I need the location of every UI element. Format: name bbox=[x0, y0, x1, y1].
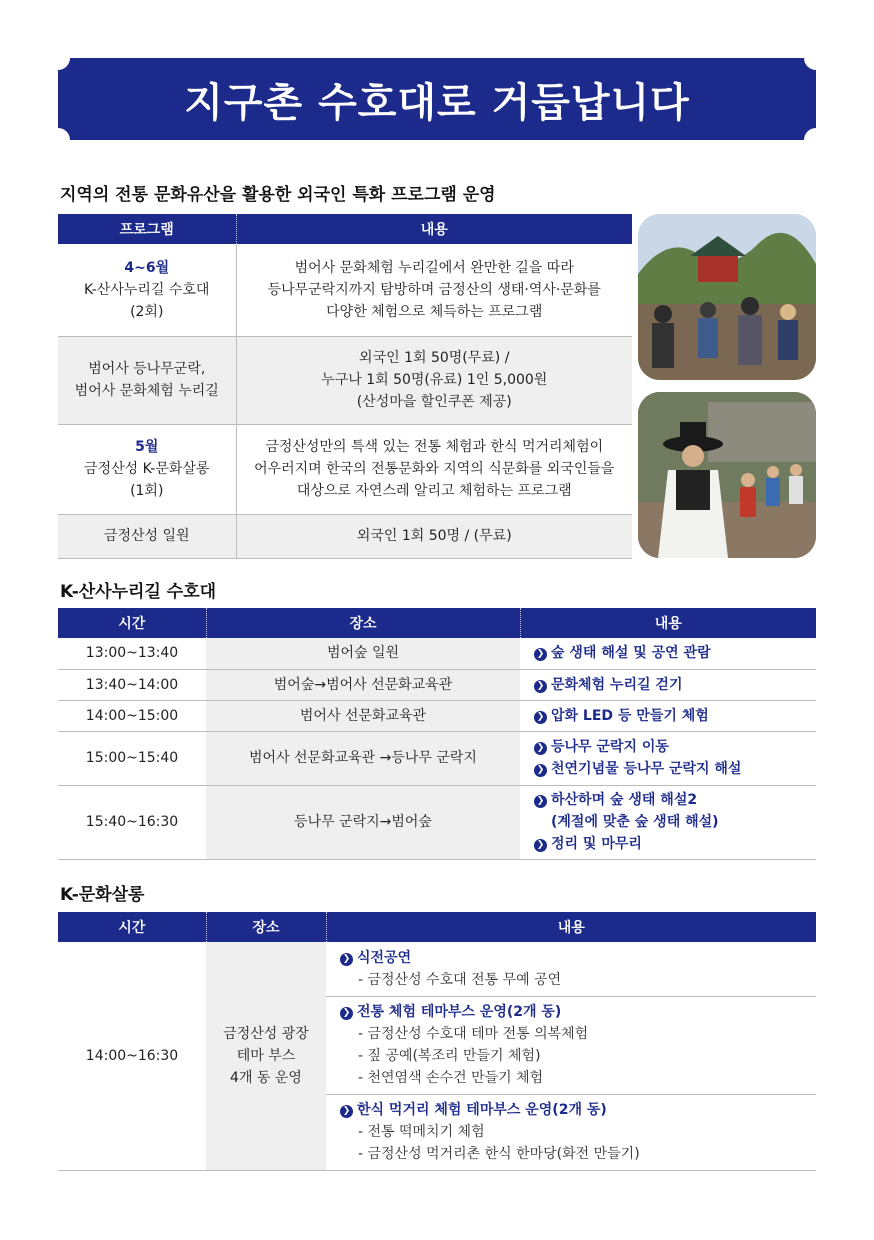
content-item bbox=[534, 705, 816, 727]
item-text: 등나무 군락지 이동 bbox=[551, 739, 669, 755]
table-header-row bbox=[58, 912, 816, 942]
content-line: 누구나 1회 50명(유료) 1인 5,000원 bbox=[321, 372, 548, 388]
table-row bbox=[58, 336, 632, 424]
time-cell: 13:00~13:40 bbox=[58, 638, 206, 669]
table-row bbox=[58, 638, 816, 669]
place-cell bbox=[206, 942, 326, 1170]
chevron-right-icon: ❯ bbox=[340, 953, 353, 966]
table-row bbox=[58, 669, 816, 700]
table-row bbox=[58, 785, 816, 859]
content-item bbox=[340, 1001, 816, 1023]
schedule-table bbox=[58, 608, 816, 860]
content-item bbox=[534, 736, 816, 758]
program-name: 범어사 등나무군락, bbox=[88, 361, 206, 377]
header-content: 내용 bbox=[326, 912, 816, 942]
content-subitem: - 금정산성 수호대 테마 전통 의복체험 bbox=[358, 1026, 589, 1042]
content-subitem: - 전통 떡메치기 체험 bbox=[358, 1124, 485, 1140]
content-item bbox=[340, 947, 816, 969]
title-banner bbox=[58, 58, 816, 140]
program-table bbox=[58, 214, 632, 559]
header-program: 프로그램 bbox=[58, 214, 236, 244]
item-text: 한식 먹거리 체험 테마부스 운영(2개 동) bbox=[357, 1102, 607, 1118]
chevron-right-icon: ❯ bbox=[340, 1007, 353, 1020]
content-line: 등나무군락지까지 탐방하며 금정산의 생태·역사·문화를 bbox=[267, 281, 601, 298]
section2-title: K-산사누리길 수호대 bbox=[60, 582, 217, 602]
header-place: 장소 bbox=[206, 912, 326, 942]
place-cell: 범어숲 일원 bbox=[206, 638, 520, 669]
program-count: (1회) bbox=[130, 483, 164, 499]
table-row bbox=[58, 700, 816, 731]
place-cell: 범어숲→범어사 선문화교육관 bbox=[206, 669, 520, 700]
place-cell: 등나무 군락지→범어숲 bbox=[206, 785, 520, 859]
content-item bbox=[534, 833, 816, 855]
content-line: 금정산성만의 특색 있는 전통 체험과 한식 먹거리체험이 bbox=[265, 439, 604, 455]
content-cell: 외국인 1회 50명 / (무료) bbox=[236, 514, 632, 558]
content-cell bbox=[520, 700, 816, 731]
chevron-right-icon: ❯ bbox=[534, 764, 547, 777]
place-line: 4개 동 운영 bbox=[230, 1069, 302, 1086]
content-subitem: - 금정산성 수호대 전통 무예 공연 bbox=[358, 971, 562, 988]
time-cell: 14:00~16:30 bbox=[58, 942, 206, 1170]
item-text: 숲 생태 해설 및 공연 관람 bbox=[551, 645, 711, 662]
salon-table bbox=[58, 912, 816, 1171]
program-count: (2회) bbox=[130, 303, 164, 320]
place-cell: 범어사 선문화교육관 →등나무 군락지 bbox=[206, 731, 520, 785]
photo-guardian-performance bbox=[638, 392, 816, 558]
program-name: K-산사누리길 수호대 bbox=[84, 281, 210, 298]
table-row bbox=[58, 514, 632, 558]
content-line: 범어사 문화체험 누리길에서 완만한 길을 따라 bbox=[294, 259, 574, 276]
content-line: (산성마을 할인쿠폰 제공) bbox=[356, 394, 512, 410]
content-line: 외국인 1회 50명(무료) / bbox=[359, 350, 510, 366]
content-cell bbox=[520, 785, 816, 859]
table-row bbox=[58, 731, 816, 785]
item-text: 전통 체험 테마부스 운영(2개 동) bbox=[357, 1004, 562, 1020]
content-line: 다양한 체험으로 체득하는 프로그램 bbox=[326, 303, 543, 320]
table-row bbox=[58, 244, 632, 336]
place-line: 테마 부스 bbox=[236, 1047, 296, 1064]
content-subitem: - 금정산성 먹거리촌 한식 한마당(화전 만들기) bbox=[358, 1146, 640, 1162]
content-item bbox=[534, 674, 816, 696]
content-item bbox=[534, 789, 816, 811]
header-time: 시간 bbox=[58, 912, 206, 942]
content-cell bbox=[326, 1094, 816, 1170]
table-header-row bbox=[58, 608, 816, 638]
content-cell bbox=[326, 942, 816, 996]
content-item-note: (계절에 맞춘 숲 생태 해설) bbox=[551, 814, 719, 830]
program-cell bbox=[58, 244, 236, 336]
item-text: 하산하며 숲 생태 해설2 bbox=[551, 792, 698, 808]
header-content: 내용 bbox=[236, 214, 632, 244]
table-row bbox=[58, 424, 632, 514]
chevron-right-icon: ❯ bbox=[534, 839, 547, 852]
content-cell bbox=[236, 336, 632, 424]
content-item bbox=[534, 758, 816, 780]
content-item bbox=[340, 1099, 816, 1121]
content-subitem: - 짚 공예(복조리 만들기 체험) bbox=[358, 1048, 541, 1064]
chevron-right-icon: ❯ bbox=[534, 680, 547, 693]
program-name: 범어사 문화체험 누리길 bbox=[74, 383, 219, 399]
time-cell: 15:40~16:30 bbox=[58, 785, 206, 859]
content-cell bbox=[520, 669, 816, 700]
place-cell: 범어사 선문화교육관 bbox=[206, 700, 520, 731]
program-period: 4~6월 bbox=[124, 259, 170, 276]
chevron-right-icon: ❯ bbox=[534, 648, 547, 661]
item-text: 문화체험 누리길 걷기 bbox=[551, 676, 683, 693]
content-subitem: - 천연염색 손수건 만들기 체험 bbox=[358, 1070, 544, 1086]
program-cell: 금정산성 일원 bbox=[58, 514, 236, 558]
content-line: 어우러지며 한국의 전통문화와 지역의 식문화를 외국인들을 bbox=[254, 461, 615, 477]
header-time: 시간 bbox=[58, 608, 206, 638]
table-row bbox=[58, 942, 816, 996]
time-cell: 13:40~14:00 bbox=[58, 669, 206, 700]
table-header-row bbox=[58, 214, 632, 244]
content-item bbox=[534, 642, 816, 664]
page-title: 지구촌 수호대로 거듭납니다 bbox=[184, 79, 690, 126]
content-cell bbox=[520, 638, 816, 669]
header-place: 장소 bbox=[206, 608, 520, 638]
time-cell: 15:00~15:40 bbox=[58, 731, 206, 785]
chevron-right-icon: ❯ bbox=[534, 711, 547, 724]
content-cell bbox=[326, 996, 816, 1094]
content-cell bbox=[236, 424, 632, 514]
place-line: 금정산성 광장 bbox=[223, 1025, 309, 1042]
photo-hiking-group bbox=[638, 214, 816, 380]
program-cell bbox=[58, 424, 236, 514]
section3-title: K-문화살롱 bbox=[60, 885, 145, 905]
item-text: 천연기념물 등나무 군락지 해설 bbox=[551, 761, 742, 777]
item-text: 식전공연 bbox=[357, 949, 412, 966]
chevron-right-icon: ❯ bbox=[534, 795, 547, 808]
content-line: 대상으로 자연스레 알리고 체험하는 프로그램 bbox=[296, 483, 572, 499]
time-cell: 14:00~15:00 bbox=[58, 700, 206, 731]
content-cell bbox=[236, 244, 632, 336]
program-cell bbox=[58, 336, 236, 424]
chevron-right-icon: ❯ bbox=[340, 1105, 353, 1118]
item-text: 압화 LED 등 만들기 체험 bbox=[551, 707, 709, 724]
header-content: 내용 bbox=[520, 608, 816, 638]
section1-title: 지역의 전통 문화유산을 활용한 외국인 특화 프로그램 운영 bbox=[60, 185, 496, 205]
program-name: 금정산성 K-문화살롱 bbox=[84, 461, 210, 477]
content-cell bbox=[520, 731, 816, 785]
item-text: 정리 및 마무리 bbox=[551, 836, 642, 852]
program-period: 5월 bbox=[135, 439, 159, 455]
chevron-right-icon: ❯ bbox=[534, 742, 547, 755]
